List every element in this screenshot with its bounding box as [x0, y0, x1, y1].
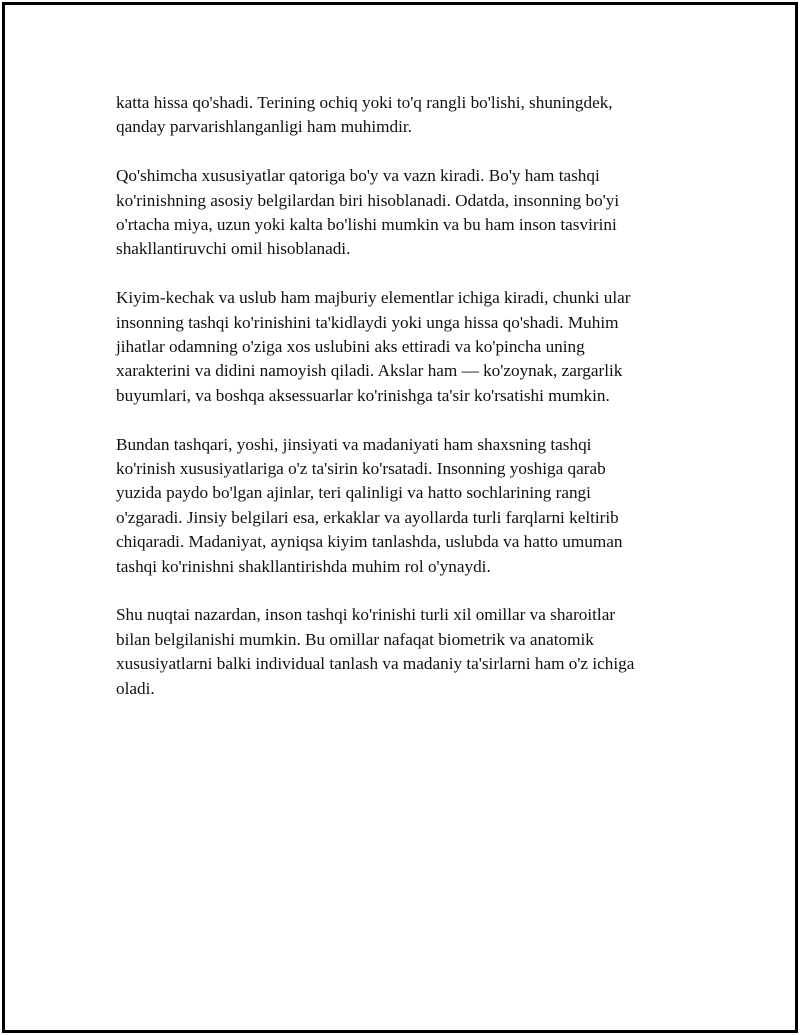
text-line: oladi. — [116, 678, 155, 698]
paragraph — [116, 164, 686, 262]
text-line: shakllantiruvchi omil hisoblanadi. — [116, 239, 351, 259]
text-line: buyumlari, va boshqa aksessuarlar ko'rinishga ta'sir ko'rsatishi mumkin. — [116, 385, 610, 405]
text-line: yuzida paydo bo'lgan ajinlar, teri qalinligi va hatto sochlarining rangi — [116, 483, 591, 503]
text-line: Qo'shimcha xususiyatlar qatoriga bo'y va vazn kiradi. Bo'y ham tashqi — [116, 166, 600, 186]
paragraph — [116, 603, 686, 701]
text-line: o'rtacha miya, uzun yoki kalta bo'lishi mumkin va bu ham inson tasvirini — [116, 215, 617, 235]
text-line: ko'rinish xususiyatlariga o'z ta'sirin ko'rsatadi. Insonning yoshiga qarab — [116, 459, 606, 479]
paragraph — [116, 286, 686, 408]
text-line: qanday parvarishlanganligi ham muhimdir. — [116, 117, 412, 137]
text-line: ko'rinishning asosiy belgilardan biri hisoblanadi. Odatda, insonning bo'yi — [116, 190, 620, 210]
text-line: Shu nuqtai nazardan, inson tashqi ko'rinishi turli xil omillar va sharoitlar — [116, 605, 616, 625]
text-line: bilan belgilanishi mumkin. Bu omillar nafaqat biometrik va anatomik — [116, 629, 594, 649]
paragraph — [116, 433, 686, 579]
paragraph — [116, 91, 686, 140]
text-line: xususiyatlarni balki individual tanlash va madaniy ta'sirlarni ham o'z ichiga — [116, 654, 635, 674]
text-line: Bundan tashqari, yoshi, jinsiyati va madaniyati ham shaxsning tashqi — [116, 434, 592, 454]
text-line: o'zgaradi. Jinsiy belgilari esa, erkaklar va ayollarda turli farqlarni keltirib — [116, 507, 619, 527]
text-line: tashqi ko'rinishni shakllantirishda muhim rol o'ynaydi. — [116, 556, 491, 576]
text-line: jihatlar odamning o'ziga xos uslubini aks ettiradi va ko'pincha uning — [116, 337, 585, 357]
text-line: katta hissa qo'shadi. Terining ochiq yoki to'q rangli bo'lishi, shuningdek, — [116, 93, 613, 112]
text-line: chiqaradi. Madaniyat, ayniqsa kiyim tanlashda, uslubda va hatto umuman — [116, 532, 623, 552]
text-line: insonning tashqi ko'rinishini ta'kidlaydi yoki unga hissa qo'shadi. Muhim — [116, 312, 619, 332]
document-body — [116, 91, 686, 725]
text-line: xarakterini va didini namoyish qiladi. Akslar ham — ko'zoynak, zargarlik — [116, 361, 623, 381]
text-line: Kiyim-kechak va uslub ham majburiy elementlar ichiga kiradi, chunki ular — [116, 288, 631, 308]
